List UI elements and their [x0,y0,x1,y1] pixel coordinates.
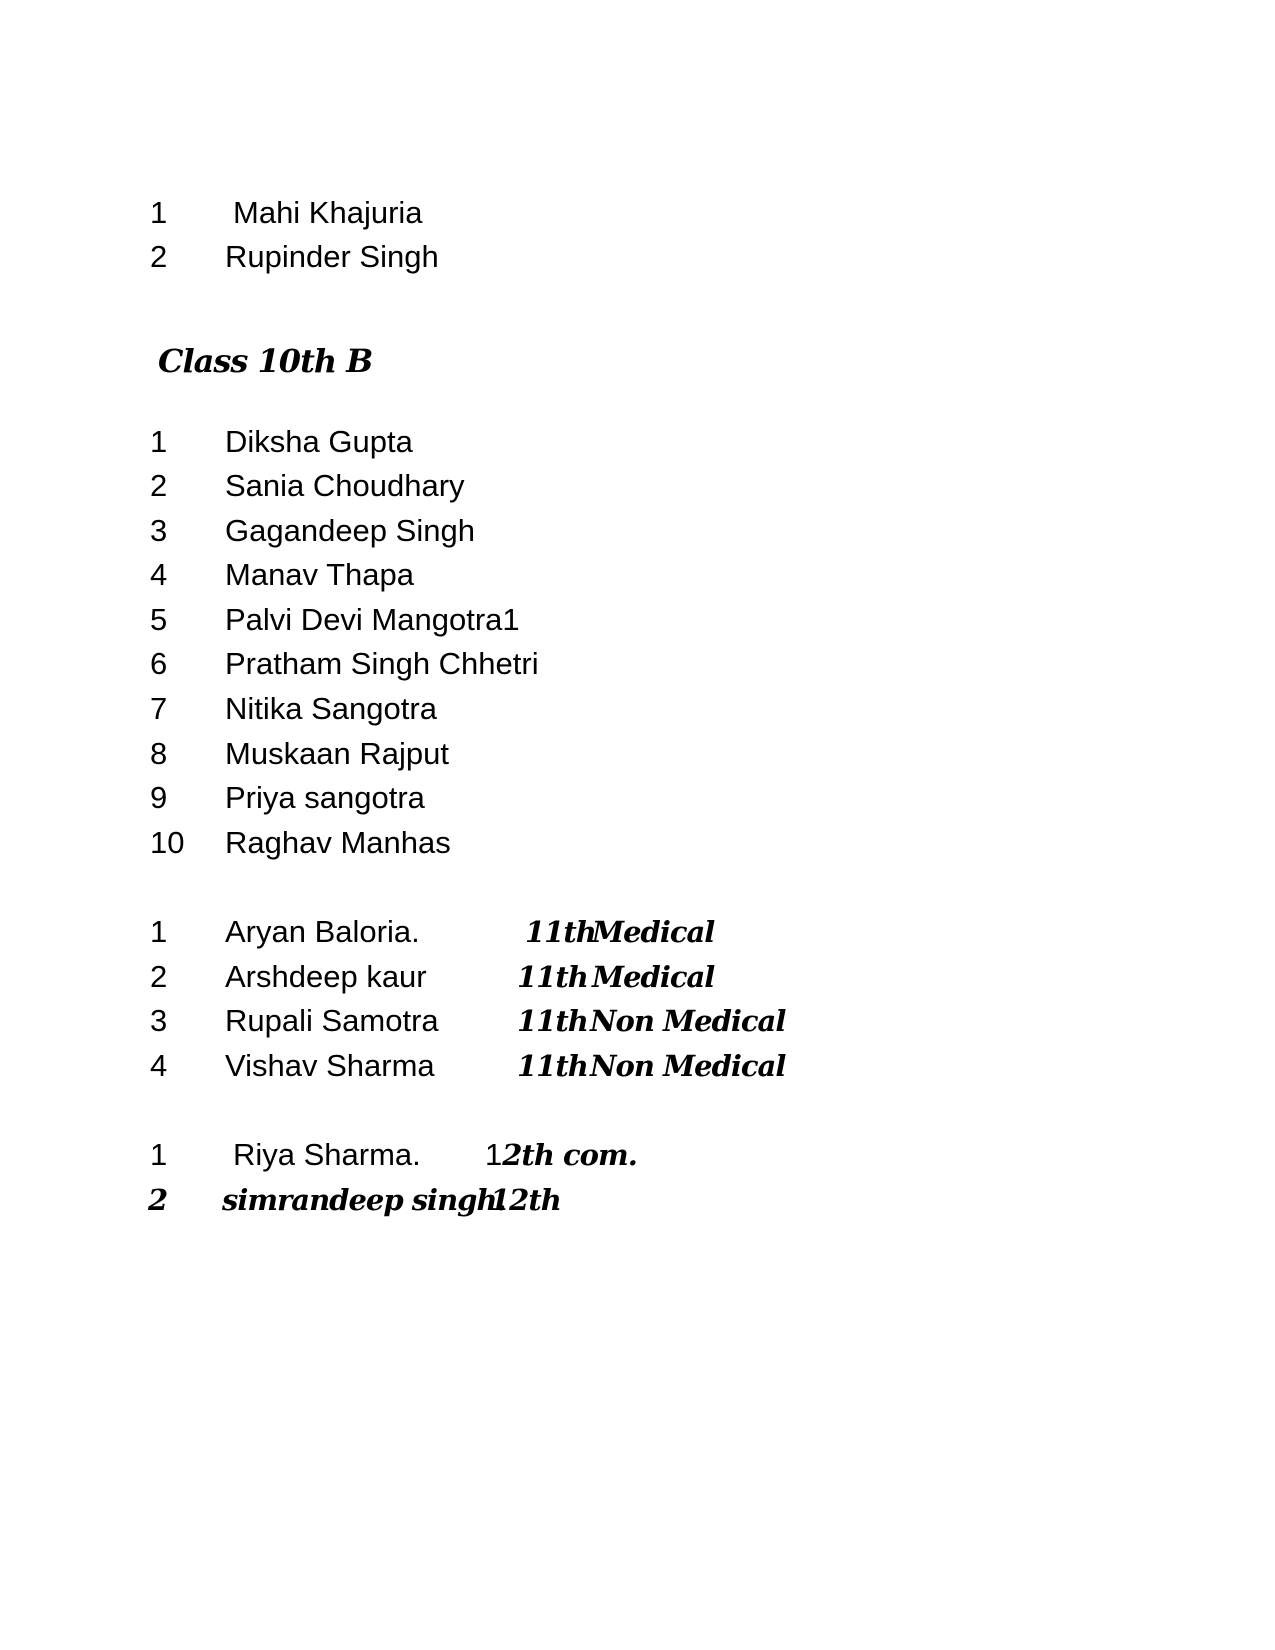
item-number: 1 [150,195,168,230]
item-number: 4 [150,1048,168,1083]
item-number: 5 [150,602,168,637]
stream-label: Non Medical [590,1004,786,1038]
list-item [0,778,1275,818]
item-number: 3 [150,513,168,548]
stream-label: Non Medical [590,1049,786,1083]
student-name: Sania Choudhary [225,468,465,503]
student-name: Pratham Singh Chhetri [225,646,539,681]
item-number: 2 [148,1183,168,1217]
item-number: 8 [150,736,168,771]
student-name: Aryan Baloria. [225,914,420,949]
list-item [0,511,1275,551]
class-label: 11th [517,960,588,994]
item-number: 7 [150,691,168,726]
student-name: Arshdeep kaur [225,959,427,994]
student-name: Vishav Sharma [225,1048,435,1083]
item-number: 3 [150,1003,168,1038]
item-number: 2 [150,959,168,994]
student-name: Diksha Gupta [225,424,413,459]
class-label-prefix: 1 [485,1137,503,1172]
student-name: Muskaan Rajput [225,736,450,771]
student-name: Gagandeep Singh [225,513,475,548]
list-item [0,555,1275,595]
student-name: simrandeep singh. [222,1183,506,1217]
student-name: Mahi Khajuria [233,195,423,230]
item-number: 1 [150,424,168,459]
student-name: Palvi Devi Mangotra1 [225,602,520,637]
student-name: Rupinder Singh [225,239,439,274]
list-item [0,644,1275,684]
item-number: 1 [150,1137,168,1172]
item-number: 2 [150,468,168,503]
student-name: Rupali Samotra [225,1003,439,1038]
item-number: 10 [150,825,185,860]
stream-label: Medical [592,915,715,949]
list-item [0,1001,1275,1041]
list-item [0,957,1275,997]
list-item [0,1046,1275,1086]
stream-label: Medical [592,960,715,994]
student-name: Priya sangotra [225,780,425,815]
list-item [0,237,1275,277]
list-item [0,734,1275,774]
class-label [485,1135,637,1181]
item-number: 6 [150,646,168,681]
class-label: 11th [525,915,596,949]
item-number: 2 [150,239,168,274]
list-item [0,193,1275,233]
item-number: 4 [150,557,168,592]
list-item [0,689,1275,729]
student-name: Nitika Sangotra [225,691,437,726]
list-item [0,912,1275,952]
student-name: Manav Thapa [225,557,414,592]
list-item [0,1135,1275,1175]
item-number: 1 [150,914,168,949]
student-name: Riya Sharma. [233,1137,421,1172]
student-name: Raghav Manhas [225,825,451,860]
list-item [0,823,1275,863]
item-number: 9 [150,780,168,815]
list-item [0,600,1275,640]
class-label: 11th [517,1004,588,1038]
class-label: 12th [490,1183,561,1217]
class-label: 11th [517,1049,588,1083]
list-item [0,466,1275,506]
list-item [0,1180,1275,1220]
section-heading: Class 10th B [158,342,373,380]
list-item [0,422,1275,462]
class-label-rest: 2th com. [502,1138,637,1172]
